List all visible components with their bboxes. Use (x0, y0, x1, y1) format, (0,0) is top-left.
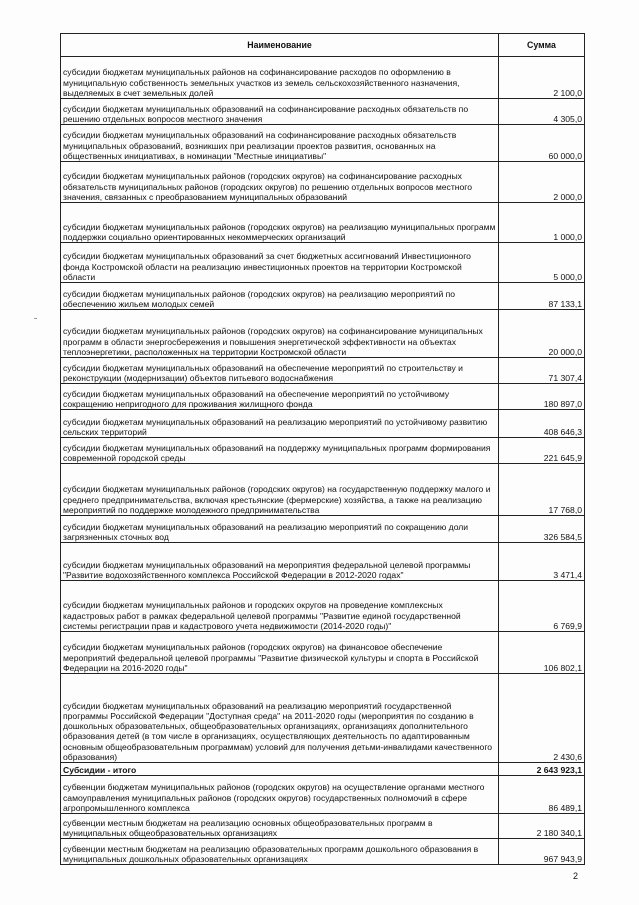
row-name: субсидии бюджетам муниципальных районов (городских округов) на государственную поддержку малого и среднего предпринимательства, включая крестьянские (фермерские) хозяйства, а также на реализацию мероприятий по поддержке молодежного предпринимательства (61, 464, 499, 516)
row-sum: 5 000,0 (499, 243, 585, 283)
row-name: субсидии бюджетам муниципальных образований за счет бюджетных ассигнований Инвестиционного фонда Костромской области на реализацию инвестиционных проектов на территории Костромской области (61, 243, 499, 283)
row-name: субсидии бюджетам муниципальных образований на поддержку муниципальных программ формирования современной городской среды (61, 438, 499, 464)
row-name: субсидии бюджетам муниципальных образований на реализацию мероприятий по сокращению доли загрязненных сточных вод (61, 516, 499, 543)
table-row (61, 310, 585, 358)
row-name: субсидии бюджетам муниципальных районов (городских округов) на реализацию муниципальных программ поддержки социально ориентированных некоммерческих организаций (61, 203, 499, 243)
total-row (61, 763, 585, 776)
table-row (61, 814, 585, 839)
row-sum: 17 768,0 (499, 464, 585, 516)
column-header-sum: Сумма (499, 34, 585, 57)
page-number: 2 (572, 871, 578, 881)
row-name: субсидии бюджетам муниципальных образований на софинансирование расходных обязательств по решению отдельных вопросов местного значения (61, 99, 499, 125)
table-row (61, 358, 585, 384)
table-header-row (61, 34, 585, 57)
table-row (61, 243, 585, 283)
row-sum: 2 430,6 (499, 674, 585, 763)
table-row (61, 99, 585, 125)
row-sum: 106 802,1 (499, 632, 585, 674)
row-name: субсидии бюджетам муниципальных образований на мероприятия федеральной целевой программы "Развитие водохозяйственного комплекса Российской Федерации в 2012-2020 годах" (61, 543, 499, 581)
row-sum: 2 100,0 (499, 57, 585, 99)
row-sum: 408 646,3 (499, 410, 585, 438)
table-row (61, 203, 585, 243)
table-row (61, 632, 585, 674)
table-row (61, 581, 585, 632)
row-name: субвенции бюджетам муниципальных районов (городских округов) на осуществление органами местного самоуправления муниципальных районов (городских округов) государственных полномочий в сфере агропромышленного комплекса (61, 776, 499, 814)
row-sum: 1 000,0 (499, 203, 585, 243)
row-name: субсидии бюджетам муниципальных районов (городских округов) на софинансирование расходных обязательств муниципальных районов (городских округов) по решению отдельных вопросов местного значения, связанных с преобразованием муниципальных образований (61, 162, 499, 203)
row-sum: 71 307,4 (499, 358, 585, 384)
table-row (61, 438, 585, 464)
row-name: субсидии бюджетам муниципальных районов и городских округов на проведение комплексных кадастровых работ в рамках федеральной целевой программы "Развитие единой государственной системы регистрации прав и кадастрового учета недвижимости (2014-2020 годы)" (61, 581, 499, 632)
table-row (61, 162, 585, 203)
table-row (61, 839, 585, 865)
table-row (61, 543, 585, 581)
row-name: субвенции местным бюджетам на реализацию основных общеобразовательных программ в муниципальных общеобразовательных организациях (61, 814, 499, 839)
table-row (61, 283, 585, 310)
row-name: субсидии бюджетам муниципальных образований на реализацию мероприятий по устойчивому развитию сельских территорий (61, 410, 499, 438)
row-sum: 86 489,1 (499, 776, 585, 814)
row-sum: 60 000,0 (499, 125, 585, 162)
row-name: субсидии бюджетам муниципальных образований на обеспечение мероприятий по строительству и реконструкции (модернизации) объектов питьевого водоснабжения (61, 358, 499, 384)
row-sum: 221 645,9 (499, 438, 585, 464)
row-sum: 2 180 340,1 (499, 814, 585, 839)
row-sum: 20 000,0 (499, 310, 585, 358)
table-row (61, 125, 585, 162)
row-sum: 967 943,9 (499, 839, 585, 865)
total-label: Субсидии - итого (61, 763, 499, 776)
table-row (61, 464, 585, 516)
row-name: субсидии бюджетам муниципальных районов (городских округов) на реализацию мероприятий по обеспечению жильем молодых семей (61, 283, 499, 310)
row-sum: 3 471,4 (499, 543, 585, 581)
table-row (61, 516, 585, 543)
table-row (61, 776, 585, 814)
row-sum: 180 897,0 (499, 384, 585, 410)
table-body (61, 57, 585, 865)
scan-artifact (34, 318, 37, 319)
row-sum: 326 584,5 (499, 516, 585, 543)
row-name: субсидии бюджетам муниципальных районов на софинансирование расходов по оформлению в муниципальную собственность земельных участков из земель сельскохозяйственного назначения, выделяемых в счет земельных долей (61, 57, 499, 99)
row-name: субвенции местным бюджетам на реализацию образовательных программ дошкольного образования в муниципальных дошкольных образовательных организациях (61, 839, 499, 865)
row-sum: 2 000,0 (499, 162, 585, 203)
table-row (61, 57, 585, 99)
row-name: субсидии бюджетам муниципальных образований на обеспечение мероприятий по устойчивому сокращению непригодного для проживания жилищного фонда (61, 384, 499, 410)
total-sum: 2 643 923,1 (499, 763, 585, 776)
row-sum: 87 133,1 (499, 283, 585, 310)
row-name: субсидии бюджетам муниципальных образований на софинансирование расходных обязательств муниципальных образований, возникших при реализации проектов развития, основанных на общественных инициативах, в номинации "Местные инициативы" (61, 125, 499, 162)
table-row (61, 384, 585, 410)
row-name: субсидии бюджетам муниципальных районов (городских округов) на финансовое обеспечение мероприятий федеральной целевой программы "Развитие физической культуры и спорта в Российской Федерации на 2016-2020 годы" (61, 632, 499, 674)
table-row (61, 674, 585, 763)
table-row (61, 410, 585, 438)
row-sum: 4 305,0 (499, 99, 585, 125)
row-sum: 6 769,9 (499, 581, 585, 632)
column-header-name: Наименование (61, 34, 499, 57)
budget-table (60, 33, 585, 865)
row-name: субсидии бюджетам муниципальных образований на реализацию мероприятий государственной программы Российской Федерации "Доступная среда" на 2011-2020 годы (мероприятия по созданию в дошкольных образовательных, общеобразовательных организациях, организациях дополнительного образования детей (в том числе в организациях, осуществляющих деятельность по адаптированным основным общеобразовательным программам) условий для получения детьми-инвалидами качественного образования) (61, 674, 499, 763)
row-name: субсидии бюджетам муниципальных районов (городских округов) на софинансирование муниципальных программ в области энергосбережения и повышения энергетической эффективности на объектах теплоэнергетики, расположенных на территории Костромской области (61, 310, 499, 358)
